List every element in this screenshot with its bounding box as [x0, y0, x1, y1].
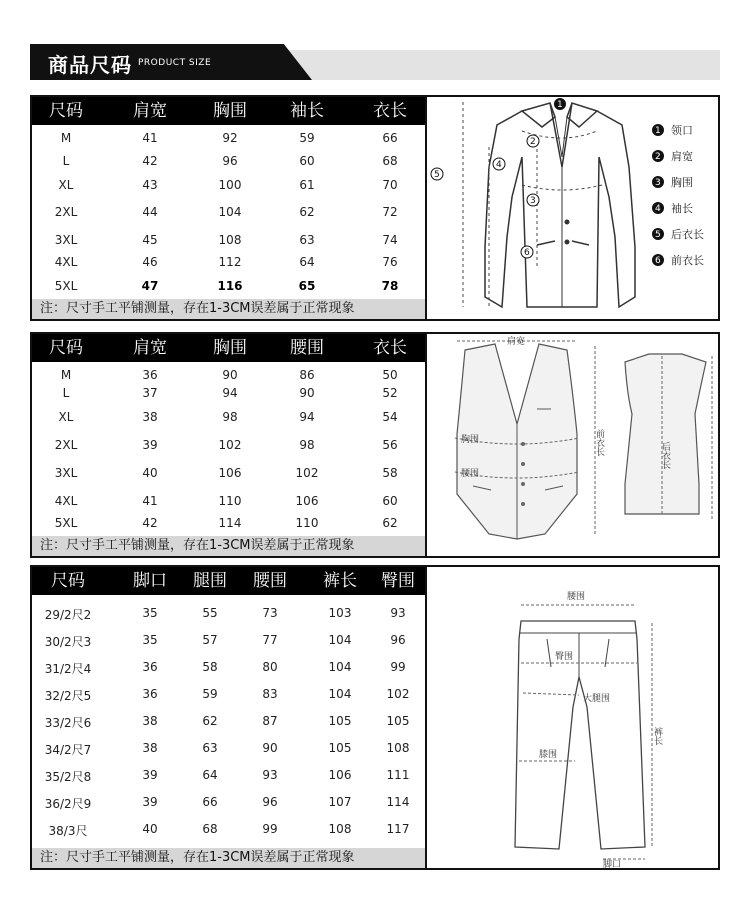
jacket-table-cell: 116 [217, 279, 243, 293]
pants-table-cell: 35 [142, 633, 158, 647]
jacket-table-cell: 70 [382, 178, 398, 192]
pants-hem-label: 脚口 [603, 860, 622, 868]
vest-table-cell: 5XL [54, 516, 78, 530]
pants-table-cell: 39 [142, 795, 158, 809]
jacket-table-cell: 41 [142, 131, 158, 145]
jacket-table-header [32, 97, 425, 125]
jacket-table-cell: 74 [382, 233, 398, 247]
pants-waist-label: 腰围 [567, 592, 586, 602]
jacket-table-cell: 63 [299, 233, 315, 247]
pants-table-cell: 68 [202, 822, 218, 836]
pants-thigh-label: 大腿围 [583, 694, 611, 704]
vest-table-cell: 50 [382, 368, 398, 382]
jacket-table-cell: 66 [382, 131, 398, 145]
vest-table-cell: L [62, 386, 70, 400]
jacket-table-cell: 2XL [54, 205, 78, 219]
pants-table-cell: 87 [262, 714, 278, 728]
vest-table-cell: 90 [299, 386, 315, 400]
pants-table-cell: 103 [328, 606, 352, 620]
vest-table-cell: 2XL [54, 438, 78, 452]
jacket-pocket-left [537, 241, 555, 245]
pants-table-cell: 108 [328, 822, 352, 836]
vest-table-cell: 4XL [54, 494, 78, 508]
vest-table-cell: 60 [382, 494, 398, 508]
vest-table-cell: 98 [222, 410, 238, 424]
pants-table-cell: 58 [202, 660, 218, 674]
pants-table-cell: 105 [386, 714, 410, 728]
pants-table-cell: 34/2尺7 [44, 743, 92, 757]
vest-table-cell: 86 [299, 368, 315, 382]
vest-chest-label: 胸围 [461, 435, 480, 445]
pants-table-cell: 99 [390, 660, 406, 674]
vest-column-header: 衣长 [373, 338, 407, 358]
pants-table-cell: 38 [142, 741, 158, 755]
jacket-table-cell: 4XL [54, 255, 78, 269]
legend-label: 袖长 [671, 202, 693, 215]
jacket-table-cell: 42 [142, 154, 158, 168]
pants-table-cell: 40 [142, 822, 158, 836]
pants-table-cell: 90 [262, 741, 278, 755]
legend-label: 胸围 [671, 176, 693, 189]
pants-table-cell: 80 [262, 660, 278, 674]
legend-number: 3 [655, 178, 661, 188]
vest-table-cell: 56 [382, 438, 398, 452]
jacket-table-cell: 78 [381, 279, 399, 293]
pants-table-cell: 104 [328, 633, 352, 647]
pants-table-cell: 106 [328, 768, 352, 782]
marker-5: 5 [434, 170, 440, 180]
jacket-table-cell: 43 [142, 178, 158, 192]
vest-waist-label: 腰围 [461, 469, 480, 479]
pants-table-cell: 114 [386, 795, 410, 809]
marker-4: 4 [496, 160, 502, 170]
pants-table-cell: 111 [386, 768, 410, 782]
vest-table-cell: 90 [222, 368, 238, 382]
jacket-note: 注：尺寸手工平铺测量，存在1-3CM误差属于正常现象 [32, 299, 425, 319]
section-header [30, 44, 720, 80]
pants-table-cell: 57 [202, 633, 218, 647]
jacket-table-cell: 112 [218, 255, 242, 269]
vest-table-cell: 52 [382, 386, 398, 400]
legend-number: 1 [655, 126, 661, 136]
pants-table-cell: 102 [386, 687, 410, 701]
pants-table-cell: 107 [328, 795, 352, 809]
jacket-table-cell: 104 [218, 205, 242, 219]
vest-table-header [32, 334, 425, 362]
jacket-column-header: 肩宽 [133, 101, 167, 121]
pants-table-cell: 105 [328, 714, 352, 728]
jacket-table-cell: M [60, 131, 72, 145]
jacket-table-cell: 61 [299, 178, 315, 192]
jacket-table-cell: 65 [298, 279, 316, 293]
pants-table-cell: 55 [202, 606, 218, 620]
vest-table-cell: 37 [142, 386, 158, 400]
pants-table-cell: 108 [386, 741, 410, 755]
vest-table-cell: 38 [142, 410, 158, 424]
jacket-table-cell: XL [58, 178, 74, 192]
vest-table-cell: 3XL [54, 466, 78, 480]
vest-size-panel [30, 332, 720, 558]
jacket-column-header: 胸围 [213, 101, 247, 121]
legend-number: 4 [655, 204, 661, 214]
pants-table-cell: 66 [202, 795, 218, 809]
vest-table-cell: 94 [222, 386, 238, 400]
pants-note: 注：尺寸手工平铺测量，存在1-3CM误差属于正常现象 [32, 848, 425, 868]
vest-table-cell: 106 [218, 466, 242, 480]
pants-table-cell: 35 [142, 606, 158, 620]
pants-table-cell: 39 [142, 768, 158, 782]
pants-table-cell: 105 [328, 741, 352, 755]
vest-table-cell: 98 [299, 438, 315, 452]
pants-column-header: 臀围 [381, 571, 415, 591]
vest-table-cell: 41 [142, 494, 158, 508]
vest-diagram [427, 334, 718, 556]
jacket-legend [652, 123, 704, 267]
vest-note: 注：尺寸手工平铺测量，存在1-3CM误差属于正常现象 [32, 536, 425, 556]
pants-table-cell: 64 [202, 768, 218, 782]
jacket-table-cell: 44 [142, 205, 158, 219]
pants-table-cell: 36 [142, 660, 158, 674]
vest-column-header: 尺码 [49, 338, 83, 358]
vest-table-cell: 106 [295, 494, 319, 508]
jacket-table-cell: 62 [299, 205, 315, 219]
pants-diagram [427, 567, 718, 868]
jacket-table-cell: 108 [218, 233, 242, 247]
vest-table-cell: 114 [218, 516, 242, 530]
vest-column-header: 胸围 [213, 338, 247, 358]
legend-number: 5 [655, 230, 661, 240]
pants-table-cell: 35/2尺8 [44, 770, 92, 784]
marker-1: 1 [557, 100, 563, 110]
pants-table-cell: 104 [328, 660, 352, 674]
pants-knee-label: 膝围 [539, 750, 558, 760]
vest-table-cell: 39 [142, 438, 158, 452]
legend-label: 前衣长 [671, 254, 704, 267]
jacket-column-header: 尺码 [49, 101, 83, 121]
jacket-table-cell: 96 [222, 154, 238, 168]
jacket-table-cell: 5XL [54, 279, 78, 293]
pants-table-cell: 83 [262, 687, 278, 701]
pants-table-cell: 30/2尺3 [44, 635, 92, 649]
pants-table-cell: 104 [328, 687, 352, 701]
vest-table-cell: XL [58, 410, 74, 424]
vest-table-cell: 110 [218, 494, 242, 508]
vest-front-length-label: 前衣长 [594, 429, 604, 456]
pants-table-cell: 93 [262, 768, 278, 782]
vest-table-cell: 42 [142, 516, 158, 530]
jacket-column-header: 衣长 [373, 101, 407, 121]
jacket-table-cell: 46 [142, 255, 158, 269]
legend-number: 2 [655, 152, 661, 162]
vest-table-cell: 36 [142, 368, 158, 382]
pants-length-label: 裤长 [652, 727, 662, 745]
marker-2: 2 [530, 137, 536, 147]
jacket-markers [431, 98, 566, 258]
pants-table-cell: 29/2尺2 [44, 608, 92, 622]
pants-table-header [32, 567, 425, 595]
pants-column-header: 脚口 [133, 571, 167, 591]
jacket-column-header: 袖长 [290, 101, 324, 121]
vest-table-cell: 102 [218, 438, 242, 452]
vest-table-cell: M [60, 368, 72, 382]
pants-table-cell: 59 [202, 687, 218, 701]
pants-column-header: 腿围 [193, 571, 227, 591]
legend-label: 后衣长 [671, 228, 704, 241]
pants-table-cell: 38/3尺 [48, 824, 88, 838]
pants-table-cell: 63 [202, 741, 218, 755]
jacket-table-cell: 64 [299, 255, 315, 269]
vest-column-header: 腰围 [290, 338, 324, 358]
legend-label: 肩宽 [671, 150, 693, 163]
jacket-table-cell: 68 [382, 154, 398, 168]
header-subtitle: PRODUCT SIZE [138, 58, 212, 68]
pants-column-header: 尺码 [51, 571, 85, 591]
vest-shoulder-label: 肩宽 [507, 337, 526, 347]
vest-column-header: 肩宽 [133, 338, 167, 358]
vest-back [625, 354, 706, 514]
vest-table-cell: 94 [299, 410, 315, 424]
pants-table-cell: 31/2尺4 [44, 662, 92, 676]
jacket-table-cell: 76 [382, 255, 398, 269]
vest-table-cell: 58 [382, 466, 398, 480]
vest-back-length-label: 后衣长 [660, 442, 670, 469]
pants-table-cell: 38 [142, 714, 158, 728]
jacket-table-cell: 100 [218, 178, 242, 192]
pants-table-cell: 96 [262, 795, 278, 809]
pants-table-cell: 33/2尺6 [44, 716, 92, 730]
pants-column-header: 腰围 [253, 571, 287, 591]
jacket-body [485, 111, 635, 307]
pants-table-cell: 62 [202, 714, 218, 728]
jacket-size-panel [30, 95, 720, 321]
jacket-table-cell: 92 [222, 131, 238, 145]
marker-3: 3 [530, 196, 536, 206]
pants-table-cell: 77 [262, 633, 278, 647]
jacket-pocket-right [572, 241, 589, 245]
vest-table-cell: 102 [295, 466, 319, 480]
pants-table-cell: 36 [142, 687, 158, 701]
legend-number: 6 [655, 256, 661, 266]
pants-column-header: 裤长 [323, 571, 357, 591]
pants-outline [515, 621, 645, 849]
pants-size-panel [30, 565, 720, 870]
pants-table-cell: 96 [390, 633, 406, 647]
pants-hip-label: 臀围 [555, 652, 574, 662]
jacket-table-cell: 47 [141, 279, 159, 293]
vest-table-cell: 40 [142, 466, 158, 480]
legend-label: 领口 [671, 124, 693, 137]
vest-table-cell: 54 [382, 410, 398, 424]
jacket-table-cell: 45 [142, 233, 158, 247]
jacket-table-cell: 60 [299, 154, 315, 168]
pants-table-cell: 93 [390, 606, 406, 620]
jacket-table-cell: 72 [382, 205, 398, 219]
jacket-diagram [427, 97, 718, 319]
jacket-table-cell: 3XL [54, 233, 78, 247]
vest-table-cell: 62 [382, 516, 398, 530]
pants-table-cell: 99 [262, 822, 278, 836]
pants-table-cell: 73 [262, 606, 278, 620]
pants-table-cell: 36/2尺9 [44, 797, 92, 811]
pants-table-cell: 32/2尺5 [44, 689, 92, 703]
marker-6: 6 [524, 248, 530, 258]
pants-table-cell: 117 [386, 822, 410, 836]
header-title: 商品尺码 [48, 53, 132, 77]
jacket-table-cell: L [62, 154, 70, 168]
vest-table-cell: 110 [295, 516, 319, 530]
jacket-table-cell: 59 [299, 131, 315, 145]
